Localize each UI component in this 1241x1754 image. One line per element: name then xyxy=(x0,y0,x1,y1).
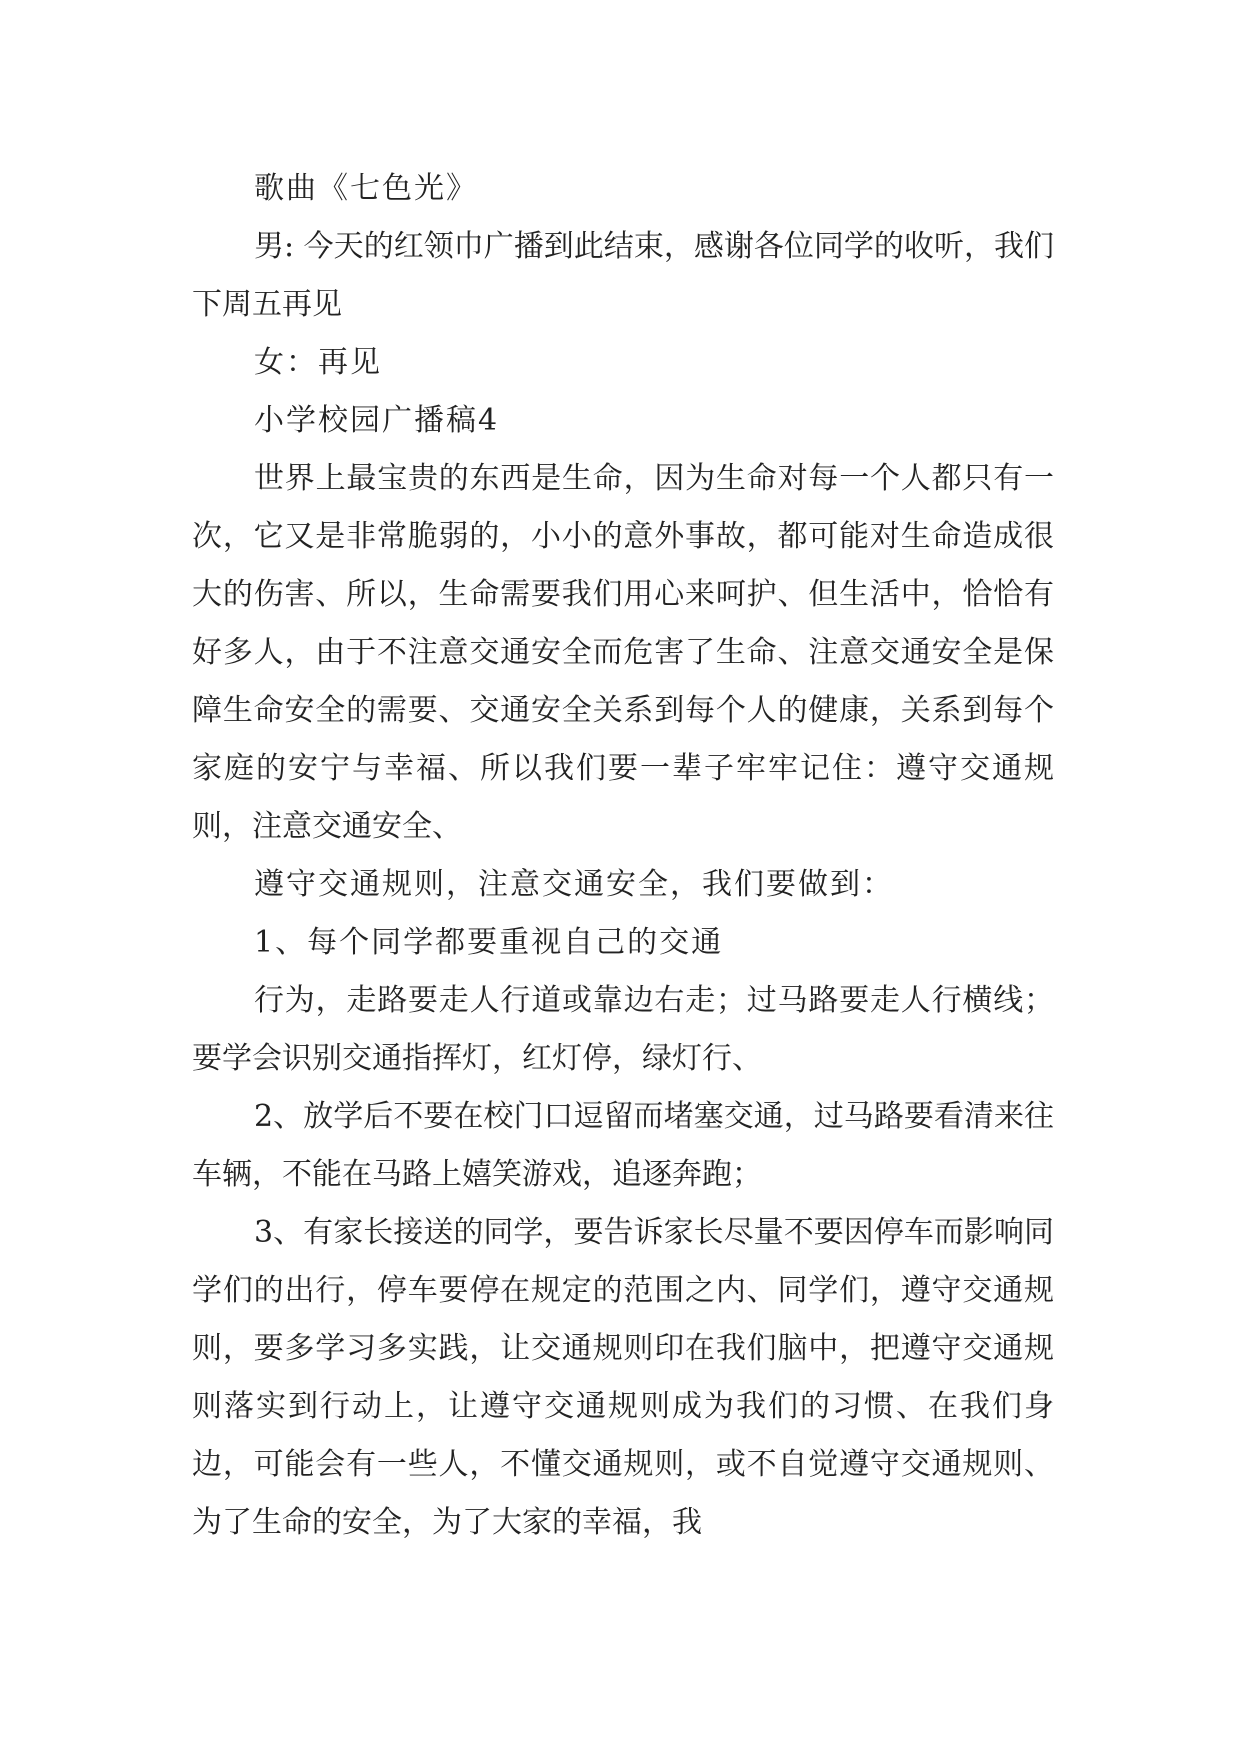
paragraph-item-1: 1、每个同学都要重视自己的交通 xyxy=(254,925,724,960)
paragraph-male-closing: 男: 今天的红领巾广播到此结束，感谢各位同学的收听，我们下周五再见 xyxy=(192,229,1054,322)
paragraph-female-goodbye: 女：再见 xyxy=(254,345,382,380)
section-heading: 小学校园广播稿4 xyxy=(254,403,500,438)
paragraph-life-safety: 世界上最宝贵的东西是生命，因为生命对每一个人都只有一次，它又是非常脆弱的，小小的意外事故，都可能对生命造成很大的伤害、所以，生命需要我们用心来呵护、但生活中，恰恰有好多人，由于不注意交通安全而危害了生命、注意交通安全是保障生命安全的需要、交通安全关系到每个人的健康，关系到每个家庭的安宁与幸福、所以我们要一辈子牢牢记住：遵守交通规则，注意交通安全、 xyxy=(192,461,1054,844)
paragraph-rules-intro: 遵守交通规则，注意交通安全，我们要做到： xyxy=(254,867,894,902)
paragraph-song-title: 歌曲《七色光》 xyxy=(254,171,478,206)
paragraph-item-2: 2、放学后不要在校门口逗留而堵塞交通，过马路要看清来往车辆，不能在马路上嬉笑游戏，追逐奔跑； xyxy=(192,1099,1054,1192)
paragraph-walking-behavior: 行为，走路要走人行道或靠边右走；过马路要走人行横线；要学会识别交通指挥灯，红灯停，绿灯行、 xyxy=(192,983,1054,1076)
document-body xyxy=(192,160,1054,1552)
paragraph-item-3: 3、有家长接送的同学，要告诉家长尽量不要因停车而影响同学们的出行，停车要停在规定的范围之内、同学们，遵守交通规则，要多学习多实践，让交通规则印在我们脑中，把遵守交通规则落实到行动上，让遵守交通规则成为我们的习惯、在我们身边，可能会有一些人，不懂交通规则，或不自觉遵守交通规则、为了生命的安全，为了大家的幸福，我 xyxy=(192,1215,1054,1540)
